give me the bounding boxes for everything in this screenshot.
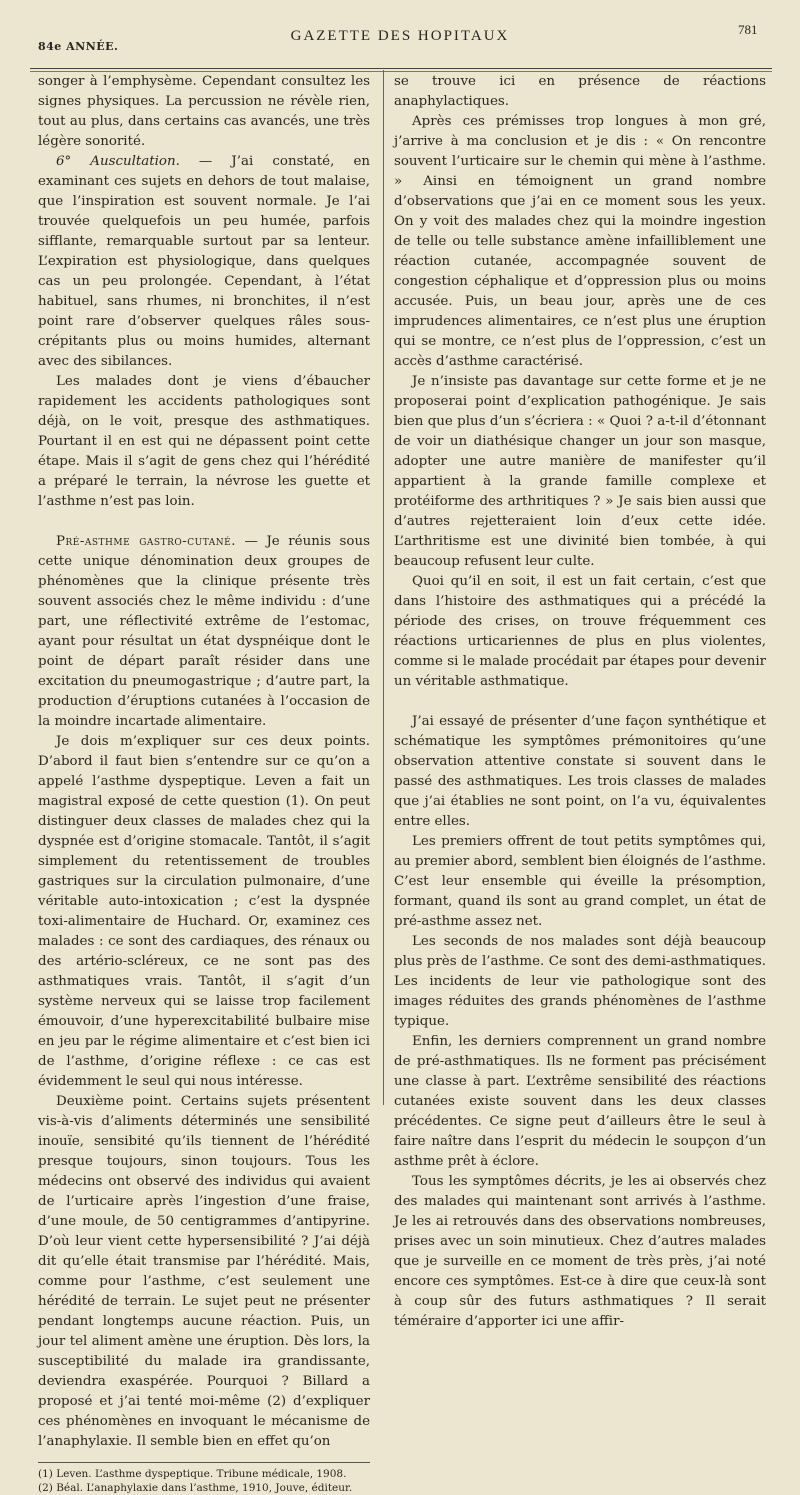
paragraph: [38, 532, 370, 732]
paragraph: Quoi qu’il en soit, il est un fait certain, c’est que dans l’histoire des asthmatiques qui a précédé la période des crises, on trouve fréquemment ces réactions urticariennes de plus en plus violentes, comme si le malade procédait par étapes pour devenir un véritable asthmatique.: [394, 574, 766, 689]
left-column: [38, 72, 370, 1495]
paragraph: Tous les symptômes décrits, je les ai observés chez des malades qui maintenant sont arrivés à l’asthme. Je les ai retrouvés dans des observations nombreuses, prises avec un soin minutieux. Chez d’autres malades que je surveille en ce moment de très près, j’ai noté encore ces symptômes. Est-ce à dire que ceux-là sont à coup sûr des futurs asthmatiques ? Il serait téméraire d’apporter ici une affir-: [394, 1174, 766, 1329]
paragraph: Les malades dont je viens d’ébaucher rapidement les accidents pathologiques sont déjà, on le voit, presque des asthmatiques. Pourtant il en est qui ne dépassent point cette étape. Mais il s’agit de gens chez qui l’hérédité a préparé le terrain, la névrose les guette et l’asthme n’est pas loin.: [38, 374, 370, 509]
page-header: [0, 18, 800, 62]
paragraph: Les premiers offrent de tout petits symptômes qui, au premier abord, semblent bien éloignés de l’asthme. C’est leur ensemble qui éveille la présomption, formant, quand ils sont au grand complet, un état de pré-asthme assez net.: [394, 834, 766, 929]
footnote-1: (1) Leven. L’asthme dyspeptique. Tribune médicale, 1908.: [38, 1468, 347, 1480]
volume-year: 84e ANNÉE.: [38, 40, 119, 53]
journal-title: GAZETTE DES HOPITAUX: [290, 28, 510, 44]
paragraph: songer à l’emphysème. Cependant consultez les signes physiques. La percussion ne révèle rien, tout au plus, dans certains cas avancés, une très légère sonorité.: [38, 74, 370, 149]
paragraph: Deuxième point. Certains sujets présentent vis-à-vis d’aliments déterminés une sensibilité inouïe, sensibité qu’ils tiennent de l’hérédité presque toujours, sinon toujours. Tous les médecins ont observé des individus qui avaient de l’urticaire après l’ingestion d’une fraise, d’une moule, de 50 centigrammes d’antipyrine. D’où leur vient cette hypersensibilité ? J’ai déjà dit qu’elle était transmise par l’hérédité. Mais, comme pour l’asthme, c’est seulement une hérédité de terrain. Le sujet peut ne présenter pendant longtemps aucune réaction. Puis, un jour tel aliment amène une éruption. Dès lors, la susceptibilité du malade ira grandissante, deviendra exaspérée. Pourquoi ? Billard a proposé et j’ai tenté moi-même (2) d’expliquer ces phénomènes en invoquant le mécanisme de l’anaphylaxie. Il semble bien en effet qu’on: [38, 1094, 370, 1449]
paragraph-text: — Je réunis sous cette unique dénomination deux groupes de phénomènes que la clinique présente très souvent associés chez le même individu : d’une part, une réflectivité extrême de l’estomac, ayant pour résultat un état dyspnéique dont le point de départ paraît résider dans une excitation du pneumogastrique ; d’autre part, la production d’éruptions cutanées à l’occasion de la moindre incartade alimentaire.: [38, 534, 370, 729]
paragraph: Après ces prémisses trop longues à mon gré, j’arrive à ma conclusion et je dis : « On rencontre souvent l’urticaire sur le chemin qui mène à l’asthme. » Ainsi en témoignent un grand nombre d’observations que j’ai en ce moment sous les yeux. On y voit des malades chez qui la moindre ingestion de telle ou telle substance amène infailliblement une réaction cutanée, accompagnée souvent de congestion céphalique et d’oppression plus ou moins accusée. Puis, un beau jour, après une de ces imprudences alimentaires, ce n’est plus une éruption qui se montre, ce n’est plus de l’oppression, c’est un accès d’asthme caractérisé.: [394, 114, 766, 369]
paragraph: J’ai essayé de présenter d’une façon synthétique et schématique les symptômes prémonitoires qu’une observation attentive constate si souvent dans le passé des asthmatiques. Les trois classes de malades que j’ai établies ne sont point, on l’a vu, équivalentes entre elles.: [394, 714, 766, 829]
paragraph: se trouve ici en présence de réactions anaphylactiques.: [394, 74, 766, 109]
page-number: 781: [738, 22, 758, 37]
paragraph: Je n’insiste pas davantage sur cette forme et je ne proposerai point d’explication pathogénique. Je sais bien que plus d’un s’écriera : « Quoi ? a-t-il d’étonnant de voir un diathésique changer un jour son masque, adopter une autre manière de manifester qu’il appartient à la grande famille complexe et protéiforme des arthritiques ? » Je sais bien aussi que d’autres rejetteraient loin d’eux cette idée. L’arthritisme est une divinité bien tombée, à qui beaucoup refusent leur culte.: [394, 374, 766, 569]
paragraph: Je dois m’expliquer sur ces deux points. D’abord il faut bien s’entendre sur ce qu’on a appelé l’asthme dyspeptique. Leven a fait un magistral exposé de cette question (1). On peut distinguer deux classes de malades chez qui la dyspnée est d’origine stomacale. Tantôt, il s’agit simplement du retentissement de troubles gastriques sur la circulation pulmonaire, d’une véritable auto-intoxication ; c’est la dyspnée toxi-alimentaire de Huchard. Or, examinez ces malades : ce sont des cardiaques, des rénaux ou des artério-scléreux, ce ne sont pas des asthmatiques vrais. Tantôt, il s’agit d’un système nerveux qui se laisse trop facilement émouvoir, d’une hyperexcitabilité bulbaire mise en jeu par le régime alimentaire et c’est bien ici de l’asthme, d’origine réflexe : ce cas est évidemment le seul qui nous intéresse.: [38, 734, 370, 1089]
paragraph: Enfin, les derniers comprennent un grand nombre de pré-asthmatiques. Ils ne forment pas précisément une classe à part. L’extrême sensibilité des réactions cutanées existe souvent dans les deux classes précédentes. Ce signe peut d’ailleurs être le seul à faire naître dans l’esprit du médecin le soupçon d’un asthme prêt à éclore.: [394, 1034, 766, 1169]
right-column: [394, 72, 766, 1332]
paragraph-text: — J’ai constaté, en examinant ces sujets en dehors de tout malaise, que l’inspiration est souvent normale. Je l’ai trouvée quelquefois un peu humée, parfois sifflante, remarquable surtout par sa lenteur. L’expiration est physiologique, dans quelques cas un peu prolongée. Cependant, à l’état habituel, sans rhumes, ni bronchites, il n’est point rare d’observer quelques râles sous-crépitants plus ou moins humides, alternant avec des sibilances.: [38, 154, 370, 369]
paragraph: [38, 152, 370, 372]
header-rule: [30, 68, 772, 69]
column-separator: [383, 70, 384, 1105]
section-label: 6° Auscultation.: [56, 154, 180, 169]
section-heading: Pré-asthme gastro-cutané.: [56, 534, 236, 549]
paragraph: Les seconds de nos malades sont déjà beaucoup plus près de l’asthme. Ce sont des demi-asthmatiques. Les incidents de leur vie pathologique sont des images réduites des grands phénomènes de l’asthme typique.: [394, 934, 766, 1029]
footnote-2: (2) Béal. L’anaphylaxie dans l’asthme, 1910, Jouve, éditeur.: [38, 1482, 353, 1494]
footnote-rule: [38, 1462, 370, 1463]
